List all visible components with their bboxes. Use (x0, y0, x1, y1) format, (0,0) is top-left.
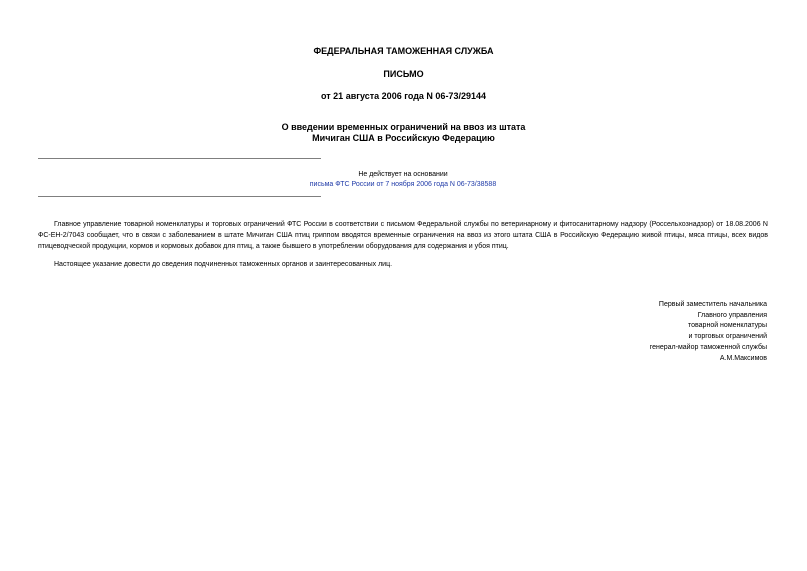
document-type-heading: ПИСЬМО (383, 69, 424, 79)
status-text: Не действует на основании (358, 171, 448, 178)
signature-line: генерал-майор таможенной службы (649, 343, 767, 351)
body-paragraph: Настоящее указание довести до сведения подчиненных таможенных органов и заинтересованных лиц. (54, 261, 393, 268)
signature-block (650, 300, 767, 364)
body-paragraph: Главное управление товарной номенклатуры и торговых ограничений ФТС России в соответствии с письмом Федеральной службы по ветеринарному и фитосанитарному надзору (Россельхознадзор) от 18.08.2006 N ФС-ЕН-2/7043 сообщает, что в связи с заболеванием в штате Мичиган США птиц гриппом вводятся временные ограничения на ввоз из этого штата США в Российскую Федерацию живой птицы, мяса птицы, всех видов птицеводческой продукции, кормов и кормовых добавок для птиц, а также бывшего в употреблении оборудования для содержания и убоя птиц. (38, 221, 768, 250)
signature-line: Первый заместитель начальника (658, 301, 767, 308)
document-title (0, 122, 807, 144)
document-date-number: от 21 августа 2006 года N 06-73/29144 (321, 91, 486, 101)
signature-line: товарной номенклатуры (688, 322, 767, 330)
agency-heading: ФЕДЕРАЛЬНАЯ ТАМОЖЕННАЯ СЛУЖБА (313, 46, 494, 56)
divider-top (38, 158, 321, 159)
signatory-name: А.М.Максимов (719, 354, 767, 362)
divider-bottom (38, 196, 321, 197)
status-note (250, 170, 556, 190)
status-reference-link[interactable]: письма ФТС России от 7 ноября 2006 года N 06-73/38588 (309, 181, 497, 188)
document-title-line: Мичиган США в Российскую Федерацию (312, 133, 495, 143)
document-title-line: О введении временных ограничений на ввоз из штата (281, 122, 526, 132)
signature-line: Главного управления (697, 311, 767, 319)
signature-line: и торговых ограничений (688, 333, 767, 341)
